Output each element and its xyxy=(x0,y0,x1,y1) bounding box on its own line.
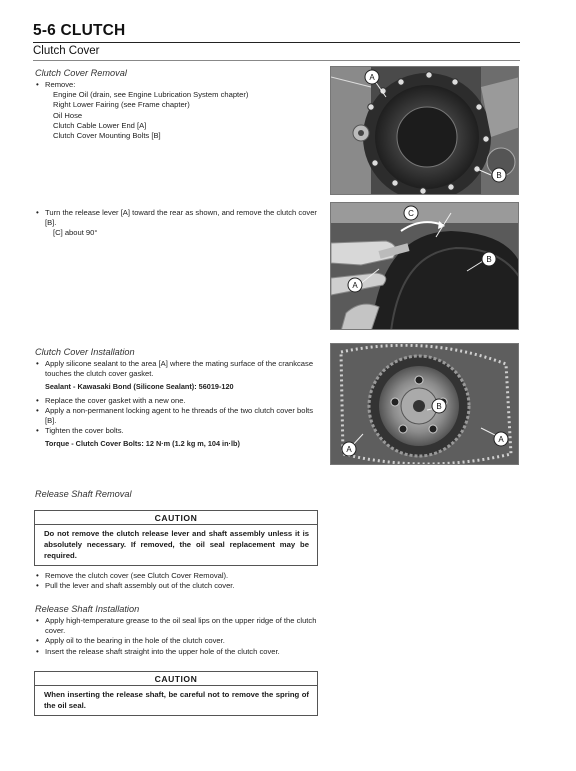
section-rule xyxy=(33,60,520,61)
caution-title: CAUTION xyxy=(35,511,317,525)
shaft-install-list xyxy=(35,616,323,657)
svg-text:A: A xyxy=(498,435,504,444)
torque-spec: Torque - Clutch Cover Bolts: 12 N·m (1.2 kg m, 104 in·lb) xyxy=(45,439,240,449)
caution-title: CAUTION xyxy=(35,672,317,686)
shaft-install-step: • Insert the release shaft straight into the upper hole of the clutch cover. xyxy=(35,647,323,657)
install-step: • Apply silicone sealant to the area [A] where the mating surface of the crankcase touches the clutch cover gasket. xyxy=(35,359,323,379)
shaft-install-step: • Apply oil to the bearing in the hole of the clutch cover. xyxy=(35,636,323,646)
svg-text:B: B xyxy=(436,402,442,411)
removal-item: Clutch Cable Lower End [A] xyxy=(53,120,147,130)
svg-text:A: A xyxy=(369,73,375,82)
sealant-spec: Sealant - Kawasaki Bond (Silicone Sealant): 56019-120 xyxy=(45,382,234,392)
shaft-install-step: • Apply high-temperature grease to the oil seal lips on the upper ridge of the clutch cover. xyxy=(35,616,323,636)
installation-heading: Clutch Cover Installation xyxy=(35,347,135,357)
removal-list xyxy=(35,80,325,141)
callout-label-b xyxy=(482,252,496,266)
page-header xyxy=(33,22,520,61)
shaft-install-heading: Release Shaft Installation xyxy=(35,604,140,614)
removal-heading: Clutch Cover Removal xyxy=(35,68,127,78)
clutch-cover-photo xyxy=(330,66,519,195)
shaft-removal-heading: Release Shaft Removal xyxy=(35,489,132,499)
shaft-removal-step: • Remove the clutch cover (see Clutch Cover Removal). xyxy=(35,571,323,581)
callout-label-a xyxy=(365,70,379,84)
shaft-removal-step: • Pull the lever and shaft assembly out of the clutch cover. xyxy=(35,581,323,591)
caution-text: Do not remove the clutch release lever and shaft assembly unless it is absolutely necessary. If removed, the oil seal replacement may be required. xyxy=(44,529,309,560)
install-step: • Tighten the cover bolts. xyxy=(35,426,323,436)
svg-text:B: B xyxy=(486,255,492,264)
caution-box xyxy=(34,510,318,566)
remove-label: • Remove: xyxy=(35,80,325,90)
installation-list xyxy=(35,359,323,450)
release-lever-photo xyxy=(330,202,519,330)
caution-text: When inserting the release shaft, be careful not to remove the spring of the oil seal. xyxy=(44,690,309,710)
turn-step-block xyxy=(35,208,323,239)
removal-item: Clutch Cover Mounting Bolts [B] xyxy=(53,131,161,141)
callout-label-a xyxy=(348,278,362,292)
install-step: • Replace the cover gasket with a new one. xyxy=(35,396,323,406)
callout-label-b xyxy=(492,168,506,182)
svg-text:C: C xyxy=(408,209,414,218)
install-step: • Apply a non-permanent locking agent to he threads of the two clutch cover bolts [B]. xyxy=(35,406,323,426)
section-title: Clutch Cover xyxy=(33,45,100,57)
svg-text:B: B xyxy=(496,171,502,180)
callout-label-a xyxy=(342,442,356,456)
removal-item: Engine Oil (drain, see Engine Lubrication System chapter) xyxy=(53,90,249,100)
angle-note: [C] about 90° xyxy=(53,228,98,238)
removal-item: Oil Hose xyxy=(53,110,83,120)
caution-box xyxy=(34,671,318,716)
callout-label-c xyxy=(404,206,418,220)
svg-text:A: A xyxy=(352,281,358,290)
removal-item: Right Lower Fairing (see Frame chapter) xyxy=(53,100,190,110)
svg-text:A: A xyxy=(346,445,352,454)
turn-step: • Turn the release lever [A] toward the rear as shown, and remove the clutch cover [B]. xyxy=(35,208,323,228)
clutch-assembly-photo xyxy=(330,343,519,465)
chapter-title: 5-6 CLUTCH xyxy=(33,22,126,39)
callout-label-b xyxy=(432,399,446,413)
callout-label-a xyxy=(494,432,508,446)
shaft-removal-list xyxy=(35,571,323,591)
